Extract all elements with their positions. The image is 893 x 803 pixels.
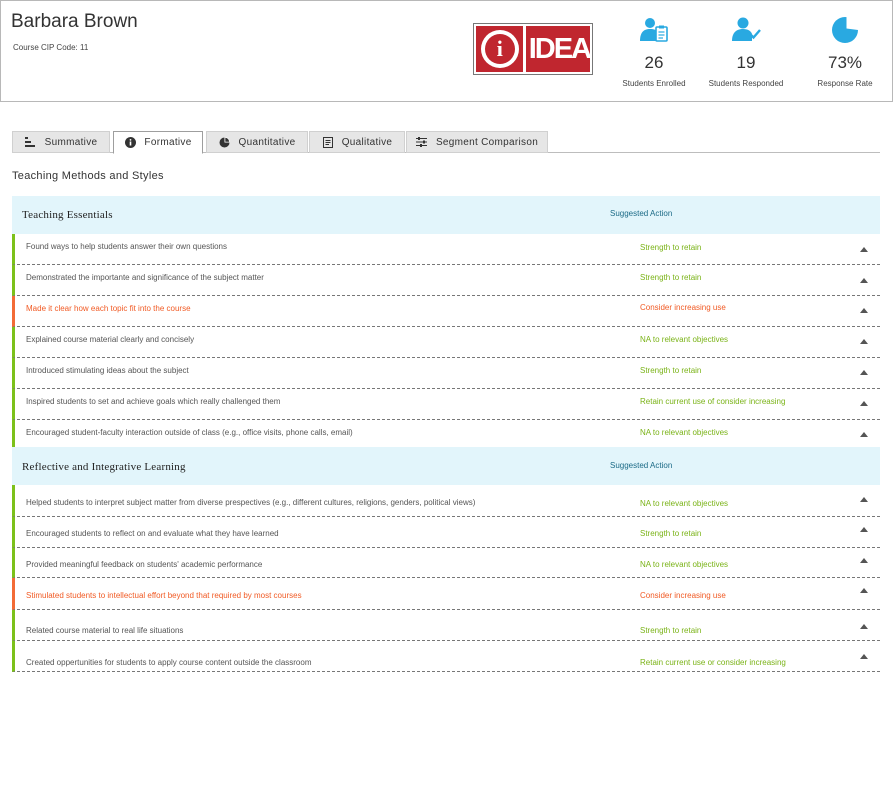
idea-logo-text: IDEA: [528, 32, 590, 65]
item-action: Strength to retain: [640, 626, 702, 635]
item-text: Demonstrated the importante and significance of the subject matter: [26, 273, 264, 282]
item-text: Encouraged students to reflect on and evaluate what they have learned: [26, 529, 279, 538]
group-title: Teaching Essentials: [22, 209, 113, 221]
item-action: Consider increasing use: [640, 591, 726, 600]
collapse-caret-icon[interactable]: [860, 247, 868, 252]
students-responded-icon: [691, 15, 801, 45]
report-tabs: [12, 131, 880, 153]
list-item[interactable]: [12, 485, 880, 517]
collapse-caret-icon[interactable]: [860, 624, 868, 629]
instructor-name: Barbara Brown: [11, 11, 138, 32]
collapse-caret-icon[interactable]: [860, 497, 868, 502]
document-icon: [322, 136, 334, 148]
item-text: Inspired students to set and achieve goals which really challenged them: [26, 397, 281, 406]
sliders-icon: [416, 136, 428, 148]
bar-list-icon: [25, 136, 37, 148]
pie-icon: [219, 136, 231, 148]
list-item[interactable]: [12, 548, 880, 578]
stat-response-rate: [790, 15, 893, 88]
group-header-teaching-essentials: [12, 196, 880, 234]
suggested-action-header: Suggested Action: [610, 461, 673, 470]
item-text: Helped students to interpret subject matter from diverse prespectives (e.g., different cultures, religions, genders, political views): [26, 498, 476, 507]
item-action: NA to relevant objectives: [640, 499, 729, 508]
item-text: Introduced stimulating ideas about the subject: [26, 366, 189, 375]
students-responded-label: Students Responded: [708, 79, 784, 88]
item-action: Retain current use of consider increasing: [640, 397, 786, 406]
collapse-caret-icon[interactable]: [860, 432, 868, 437]
item-action: NA to relevant objectives: [640, 560, 729, 569]
collapse-caret-icon[interactable]: [860, 370, 868, 375]
profile-header: [0, 0, 893, 102]
item-action: Strength to retain: [640, 243, 702, 252]
collapse-caret-icon[interactable]: [860, 558, 868, 563]
item-text: Made it clear how each topic fit into the course: [26, 304, 191, 313]
stat-students-responded: [691, 15, 801, 88]
response-rate-value: 73%: [827, 53, 863, 72]
students-enrolled-label: Students Enrolled: [622, 79, 686, 88]
collapse-caret-icon[interactable]: [860, 401, 868, 406]
item-action: Retain current use or consider increasing: [640, 658, 786, 667]
item-action: Strength to retain: [640, 273, 702, 282]
item-text: Created oppertunities for students to apply course content outside the classroom: [26, 658, 312, 667]
item-text: Found ways to help students answer their own questions: [26, 242, 228, 251]
item-action: Consider increasing use: [640, 303, 726, 312]
item-action: Strength to retain: [640, 529, 702, 538]
collapse-caret-icon[interactable]: [860, 654, 868, 659]
tab-formative[interactable]: Formative: [113, 131, 203, 154]
item-text: Related course material to real life situations: [26, 626, 184, 635]
collapse-caret-icon[interactable]: [860, 308, 868, 313]
list-item[interactable]: [12, 265, 880, 296]
list-item[interactable]: [12, 327, 880, 358]
students-responded-value: 19: [736, 53, 756, 72]
list-item[interactable]: [12, 641, 880, 672]
item-text: Stimulated students to intellectual effort beyond that required by most courses: [26, 591, 302, 600]
course-cip-code: Course CIP Code: 11: [13, 43, 89, 52]
info-icon: [124, 137, 136, 149]
suggested-action-header: Suggested Action: [610, 209, 673, 218]
list-item[interactable]: [12, 578, 880, 610]
idea-logo: [473, 23, 593, 75]
list-item[interactable]: [12, 296, 880, 327]
tab-qualitative[interactable]: Qualitative: [309, 131, 405, 153]
tab-quantitative[interactable]: Quantitative: [206, 131, 308, 153]
list-item[interactable]: [12, 517, 880, 548]
item-text: Encouraged student-faculty interaction outside of class (e.g., office visits, phone calls, email): [26, 428, 353, 437]
item-action: Strength to retain: [640, 366, 702, 375]
tab-summative[interactable]: Summative: [12, 131, 110, 153]
list-item[interactable]: [12, 389, 880, 420]
item-text: Explained course material clearly and concisely: [26, 335, 195, 344]
item-text: Provided meaningful feedback on students' academic performance: [26, 560, 263, 569]
group-title: Reflective and Integrative Learning: [22, 461, 186, 473]
section-title: Teaching Methods and Styles: [12, 170, 164, 182]
list-item[interactable]: [12, 234, 880, 265]
response-rate-pie-icon: [790, 15, 893, 45]
group-header-reflective-learning: [12, 447, 880, 485]
collapse-caret-icon[interactable]: [860, 588, 868, 593]
collapse-caret-icon[interactable]: [860, 278, 868, 283]
response-rate-label: Response Rate: [817, 79, 873, 88]
item-action: NA to relevant objectives: [640, 428, 729, 437]
idea-logo-icon: i: [481, 30, 519, 68]
list-item[interactable]: [12, 358, 880, 389]
collapse-caret-icon[interactable]: [860, 339, 868, 344]
collapse-caret-icon[interactable]: [860, 527, 868, 532]
item-action: NA to relevant objectives: [640, 335, 729, 344]
tab-segment-comparison[interactable]: Segment Comparison: [406, 131, 548, 153]
list-item[interactable]: [12, 610, 880, 641]
students-enrolled-value: 26: [644, 53, 664, 72]
